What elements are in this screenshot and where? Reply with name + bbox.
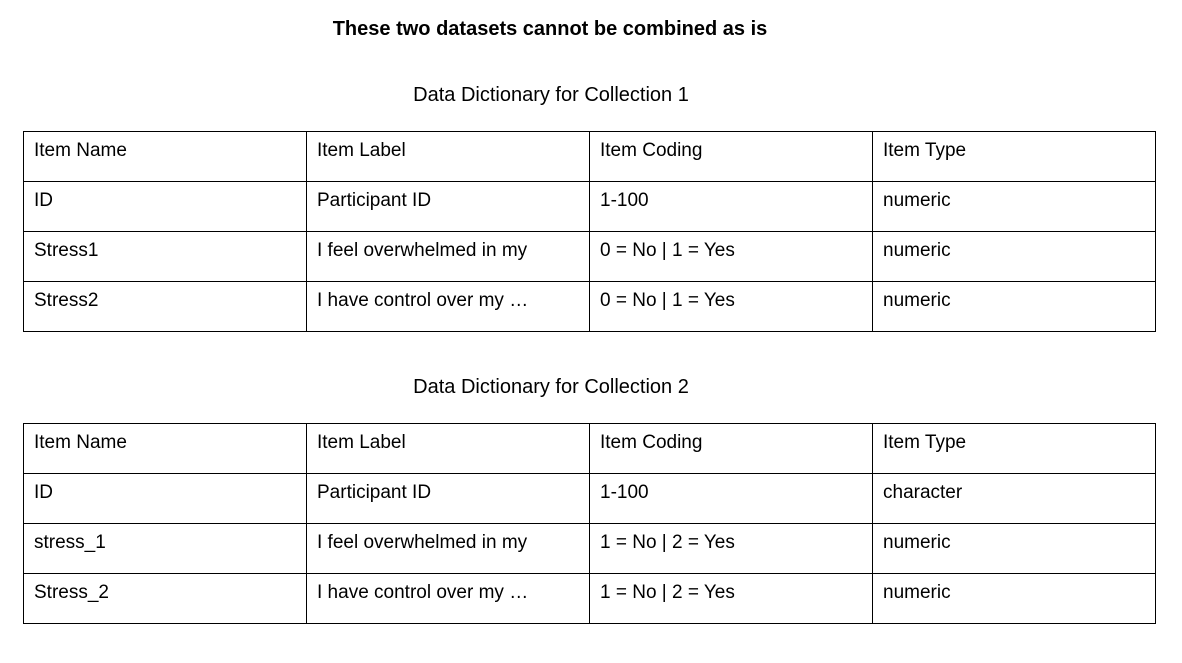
collection-1-table bbox=[23, 131, 1156, 332]
header-item-coding: Item Coding bbox=[590, 424, 873, 474]
cell-item-name: Stress1 bbox=[24, 232, 307, 282]
collection-1-title: Data Dictionary for Collection 1 bbox=[413, 84, 689, 106]
header-item-name: Item Name bbox=[24, 424, 307, 474]
header-item-type: Item Type bbox=[873, 132, 1156, 182]
header-item-coding: Item Coding bbox=[590, 132, 873, 182]
header-item-type: Item Type bbox=[873, 424, 1156, 474]
cell-item-type: character bbox=[873, 474, 1156, 524]
cell-item-coding: 0 = No | 1 = Yes bbox=[590, 232, 873, 282]
table-row bbox=[24, 182, 1156, 232]
table-row bbox=[24, 474, 1156, 524]
cell-item-name: stress_1 bbox=[24, 524, 307, 574]
cell-item-label: I feel overwhelmed in my bbox=[307, 232, 590, 282]
cell-item-label: Participant ID bbox=[307, 182, 590, 232]
page-title: These two datasets cannot be combined as is bbox=[332, 18, 768, 40]
cell-item-coding: 0 = No | 1 = Yes bbox=[590, 282, 873, 332]
cell-item-type: numeric bbox=[873, 524, 1156, 574]
cell-item-type: numeric bbox=[873, 282, 1156, 332]
collection-2-table bbox=[23, 423, 1156, 624]
cell-item-type: numeric bbox=[873, 182, 1156, 232]
cell-item-label: I feel overwhelmed in my bbox=[307, 524, 590, 574]
cell-item-coding: 1-100 bbox=[590, 182, 873, 232]
table-header-row bbox=[24, 424, 1156, 474]
cell-item-label: I have control over my … bbox=[307, 574, 590, 624]
header-item-label: Item Label bbox=[307, 424, 590, 474]
collection-2-title: Data Dictionary for Collection 2 bbox=[413, 376, 689, 398]
cell-item-coding: 1 = No | 2 = Yes bbox=[590, 524, 873, 574]
cell-item-name: Stress2 bbox=[24, 282, 307, 332]
cell-item-coding: 1 = No | 2 = Yes bbox=[590, 574, 873, 624]
header-item-label: Item Label bbox=[307, 132, 590, 182]
cell-item-name: Stress_2 bbox=[24, 574, 307, 624]
cell-item-name: ID bbox=[24, 474, 307, 524]
table-row bbox=[24, 232, 1156, 282]
cell-item-coding: 1-100 bbox=[590, 474, 873, 524]
header-item-name: Item Name bbox=[24, 132, 307, 182]
cell-item-type: numeric bbox=[873, 574, 1156, 624]
table-row bbox=[24, 524, 1156, 574]
cell-item-label: I have control over my … bbox=[307, 282, 590, 332]
table-header-row bbox=[24, 132, 1156, 182]
table-row bbox=[24, 574, 1156, 624]
cell-item-type: numeric bbox=[873, 232, 1156, 282]
cell-item-name: ID bbox=[24, 182, 307, 232]
table-row bbox=[24, 282, 1156, 332]
cell-item-label: Participant ID bbox=[307, 474, 590, 524]
